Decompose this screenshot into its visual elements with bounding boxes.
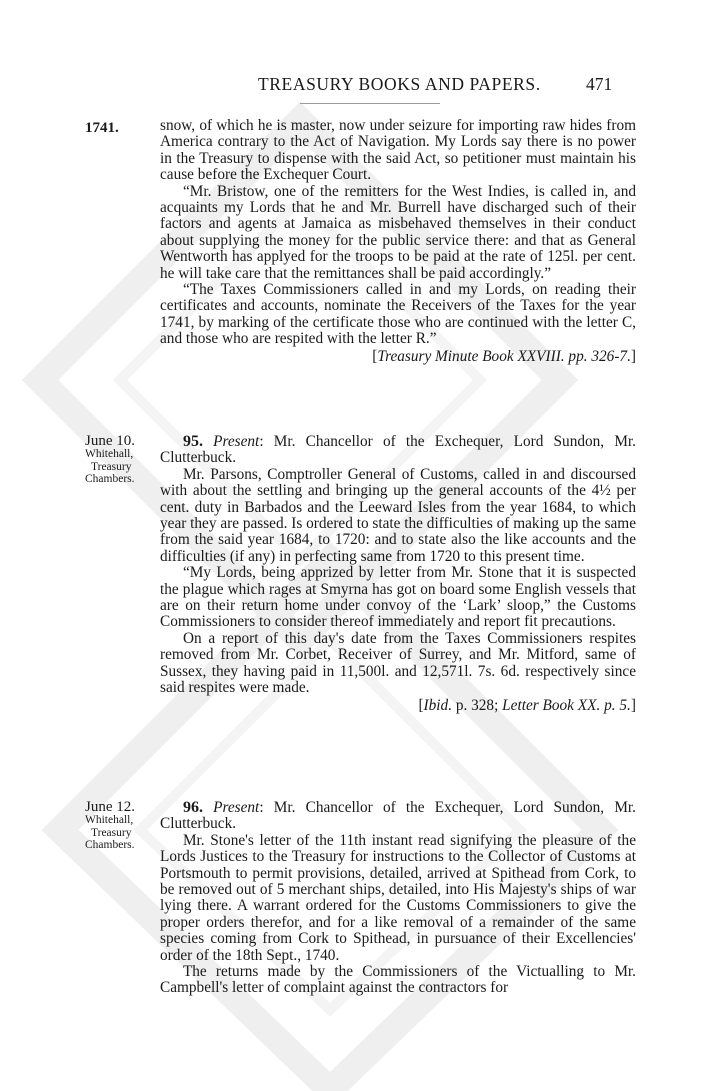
margin-place: Chambers. bbox=[85, 839, 135, 851]
margin-place: Treasury bbox=[91, 826, 132, 839]
paragraph: The returns made by the Commissioners of the Victualling to Mr. Campbell's letter of complaint against the contractors for bbox=[160, 963, 636, 997]
present-label: Present bbox=[213, 799, 260, 816]
paragraph: “My Lords, being apprized by letter from Mr. Stone that it is suspected the plague which rages at Smyrna has got on board some English vessels that are on their return home under convoy of the ‘Lark’ sloop,” the Customs Commissioners to consider thereof immediately and report fit precautions. bbox=[160, 564, 636, 631]
paragraph: “The Taxes Commissioners called in and my Lords, on reading their certificates and accounts, nominate the Receivers of the Taxes for the year 1741, by marking of the certificate those who are continued with the letter C, and those who are respited with the letter R.” bbox=[160, 281, 636, 348]
margin-place: Chambers. bbox=[85, 473, 135, 485]
entry-95 bbox=[160, 434, 636, 715]
entry-96 bbox=[160, 800, 636, 997]
margin-note-95 bbox=[85, 434, 157, 486]
header-rule bbox=[300, 103, 440, 104]
paragraph: Mr. Parsons, Comptroller General of Customs, called in and discoursed with about the settling and bringing up the general accounts of the 4½ per cent. duty in Barbados and the Leeward Isles from the year 1684, to which year they are passed. Is ordered to state the difficulties of making up the same from the said year 1684, to 1720: and to state also the like accounts and the difficulties (if any) in perfecting same from 1720 to this present time. bbox=[160, 465, 636, 565]
entry-heading bbox=[160, 434, 636, 467]
margin-date: June 12. bbox=[85, 799, 135, 815]
margin-note-96 bbox=[85, 800, 157, 852]
margin-year: 1741. bbox=[85, 120, 119, 136]
margin-place: Whitehall, bbox=[85, 448, 134, 460]
page-number: 471 bbox=[586, 74, 613, 94]
entry-number: 96. bbox=[182, 799, 203, 816]
continuation-text bbox=[160, 118, 636, 366]
running-title: TREASURY BOOKS AND PAPERS. bbox=[258, 74, 541, 94]
entry-heading bbox=[160, 800, 636, 833]
paragraph: “Mr. Bristow, one of the remitters for the West Indies, is called in, and acquaints my Lords that he and Mr. Burrell have discharged such of their factors and agents at Jamaica as misbehaved themselves in their conduct about supplying the money for the public service there: and that as General Wentworth has applyed for the troops to be paid at the rate of 125l. per cent. he will take care that the remittances shall be paid accordingly.” bbox=[160, 182, 636, 282]
citation-letter-book: Letter Book XX. p. 5. bbox=[502, 696, 631, 714]
present-label: Present bbox=[213, 433, 260, 450]
margin-place: Treasury bbox=[91, 460, 132, 473]
page-header bbox=[0, 70, 721, 100]
citation-source: Treasury Minute Book XXVIII. pp. 326-7. bbox=[377, 347, 631, 365]
citation: [Ibid. p. 328; Letter Book XX. p. 5.] bbox=[418, 696, 636, 714]
citation-ibid: Ibid. bbox=[423, 696, 453, 714]
paragraph: Mr. Stone's letter of the 11th instant read signifying the pleasure of the Lords Justices to the Treasury for instructions to the Collector of Customs at Portsmouth to permit provisions, detailed, arrived at Spithead from Cork, to be removed out of 5 merchant ships, detailed, into His Majesty's ships of war lying there. A warrant ordered for the Customs Commissioners to give the proper orders therefor, and for a like removal of a remainder of the same species coming from Cork to Spithead, in pursuance of their Excellencies' order of the 18th Sept., 1740. bbox=[160, 831, 636, 964]
margin-date: June 10. bbox=[85, 433, 135, 449]
citation: [Treasury Minute Book XXVIII. pp. 326-7.] bbox=[372, 347, 636, 365]
margin-place: Whitehall, bbox=[85, 814, 134, 826]
present-list: : Mr. Chancellor of the Exchequer, Lord Sundon, Mr. Clutterbuck. bbox=[160, 433, 636, 467]
entry-number: 95. bbox=[182, 433, 203, 450]
present-list: : Mr. Chancellor of the Exchequer, Lord Sundon, Mr. Clutterbuck. bbox=[160, 799, 636, 833]
paragraph: snow, of which he is master, now under seizure for importing raw hides from America contrary to the Act of Navigation. My Lords say there is no power in the Treasury to dispense with the said Act, so petitioner must maintain his cause before the Exchequer Court. bbox=[160, 117, 636, 184]
paragraph: On a report of this day's date from the Taxes Commissioners respites removed from Mr. Corbet, Receiver of Surrey, and Mr. Mitford, same of Sussex, they having paid in 11,500l. and 12,571l. 7s. 6d. respectively since said respites were made. bbox=[160, 629, 636, 697]
